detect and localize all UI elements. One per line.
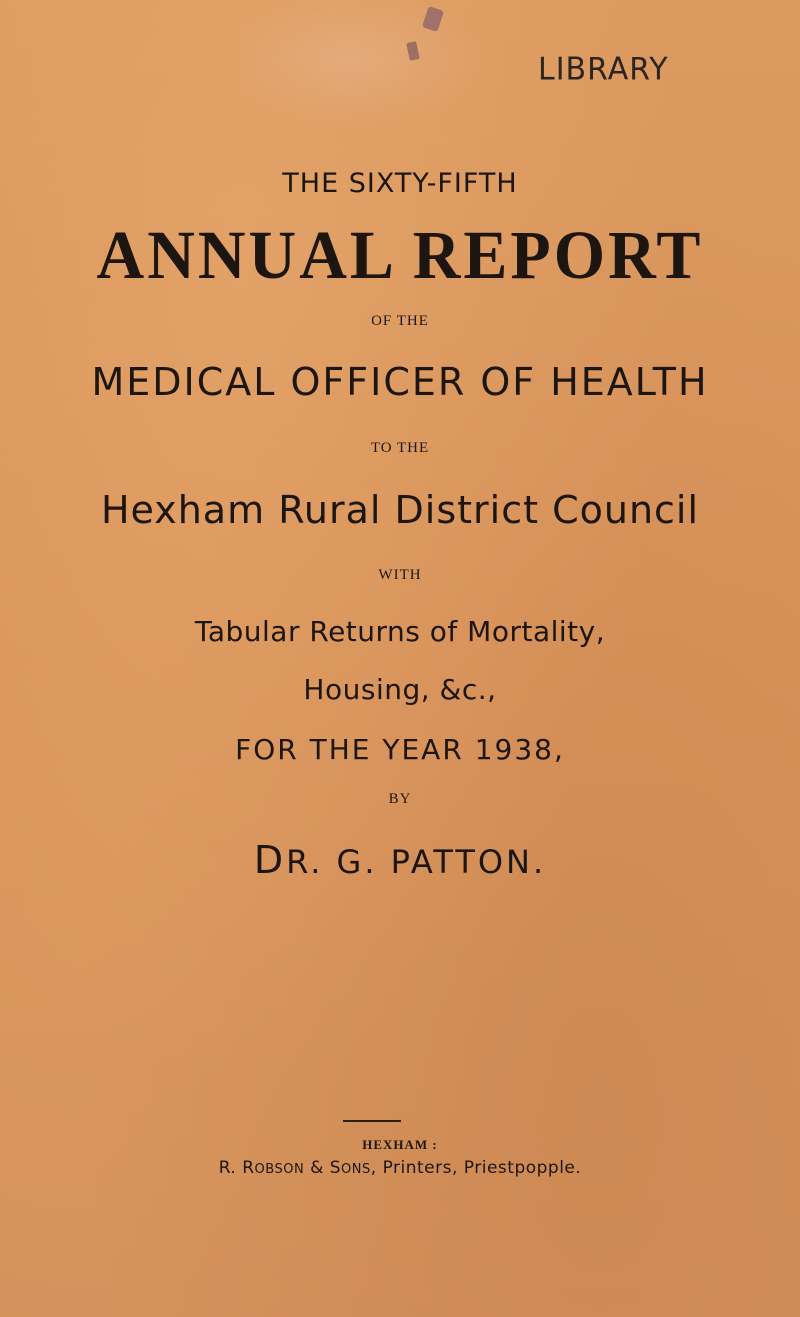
- year-line: FOR THE YEAR 1938,: [235, 733, 565, 766]
- imprint-divider: [343, 1120, 401, 1122]
- connector-by: BY: [388, 791, 412, 807]
- connector-of-the: OF THE: [371, 313, 429, 329]
- printer-name-cap: R: [242, 1158, 255, 1178]
- edition-line: THE SIXTY-FIFTH: [282, 168, 518, 199]
- printer-initial: R: [218, 1158, 231, 1178]
- imprint-printer: [0, 1158, 800, 1178]
- office-title: MEDICAL OFFICER OF HEALTH: [91, 360, 709, 404]
- printer-name-small: OBSON: [254, 1162, 305, 1177]
- printer-address: , Printers, Priestpopple.: [370, 1158, 582, 1178]
- report-title: ANNUAL REPORT: [96, 217, 704, 294]
- library-stamp-label: LIBRARY: [538, 51, 669, 88]
- printer-sons-cap: S: [329, 1158, 342, 1178]
- contents-line-2: Housing, &c.,: [303, 673, 497, 706]
- contents-line-1: Tabular Returns of Mortality,: [194, 615, 606, 648]
- council-name: Hexham Rural District Council: [100, 488, 700, 532]
- connector-with: WITH: [378, 567, 422, 583]
- printer-sons-small: ONS: [341, 1162, 371, 1177]
- author-name: [0, 838, 800, 882]
- imprint-place: HEXHAM :: [362, 1137, 438, 1152]
- connector-to-the: TO THE: [370, 440, 430, 456]
- author-initial: D: [253, 838, 287, 882]
- library-stamp: [240, 0, 490, 130]
- author-name-rest: R. G. PATTON.: [286, 843, 547, 881]
- printer-initial-dot: .: [230, 1158, 243, 1178]
- printer-ampersand: &: [304, 1158, 330, 1178]
